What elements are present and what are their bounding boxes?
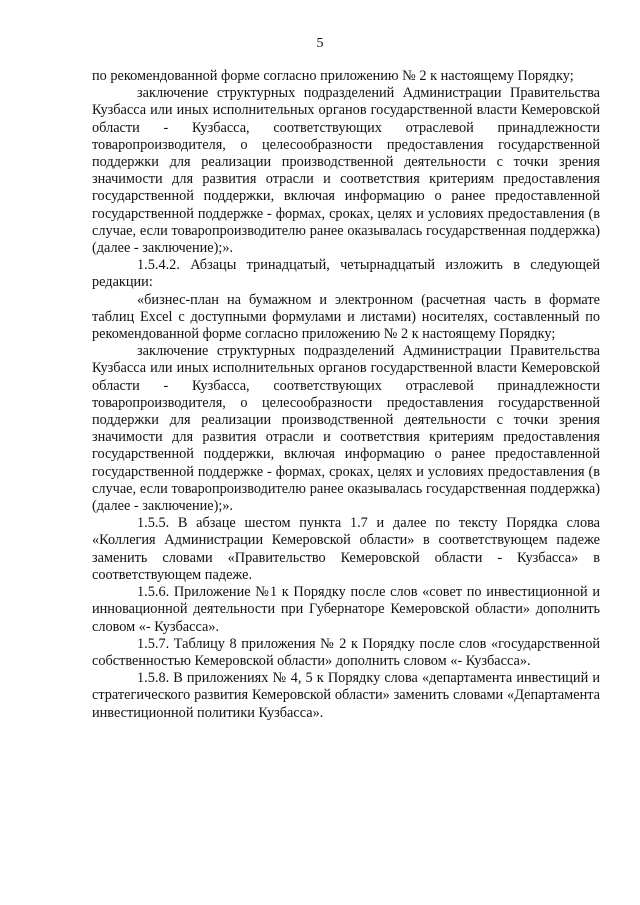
paragraph-conclusion-old: заключение структурных подразделений Администрации Правительства Кузбасса или иных исполнительных органов государственной власти Кемеровской области - Кузбасса, соответствующих отраслевой принадлежности товаропроизводителя, о целесообразности предоставления государственной поддержки для реализации производственной деятельности с точки зрения значимости для развития отрасли и соответствия критериям предоставления государственной поддержки, включая информацию о ранее предоставленной государственной поддержке - формах, сроках, целях и условиях предоставления (в случае, если товаропроизводителю ранее оказывалась государственная поддержка) (далее - заключение);». (92, 85, 600, 257)
paragraph-continuation: по рекомендованной форме согласно приложению № 2 к настоящему Порядку; (92, 68, 574, 84)
paragraph-1-5-5: 1.5.5. В абзаце шестом пункта 1.7 и далее по тексту Порядка слова «Коллегия Администрации Кемеровской области» в соответствующем падеже заменить словами «Правительство Кемеровской области - Кузбасса» в соответствующем падеже. (92, 515, 600, 583)
paragraph-conclusion-new: заключение структурных подразделений Администрации Правительства Кузбасса или иных исполнительных органов государственной власти Кемеровской области - Кузбасса, соответствующих отраслевой принадлежности товаропроизводителя, о целесообразности предоставления государственной поддержки для реализации производственной деятельности с точки зрения значимости для развития отрасли и соответствия критериям предоставления государственной поддержки, включая информацию о ранее предоставленной государственной поддержке - формах, сроках, целях и условиях предоставления (в случае, если товаропроизводителю ранее оказывалась государственная поддержка) (далее - заключение);». (92, 343, 600, 515)
paragraph-1-5-4-2: 1.5.4.2. Абзацы тринадцатый, четырнадцатый изложить в следующей редакции: (92, 257, 600, 291)
document-body (92, 68, 600, 722)
paragraph-1-5-7: 1.5.7. Таблицу 8 приложения № 2 к Порядку после слов «государственной собственностью Кемеровской области» дополнить словом «- Кузбасса». (92, 635, 600, 669)
paragraph-1-5-6: 1.5.6. Приложение №1 к Порядку после слов «совет по инвестиционной и инновационной деятельности при Губернаторе Кемеровской области» дополнить словом «- Кузбасса». (92, 584, 600, 635)
paragraph-1-5-8: 1.5.8. В приложениях № 4, 5 к Порядку слова «департамента инвестиций и стратегического развития Кемеровской области» заменить словами «Департамента инвестиционной политики Кузбасса». (92, 670, 600, 721)
paragraph-business-plan: «бизнес-план на бумажном и электронном (расчетная часть в формате таблиц Excel с доступными формулами и листами) носителях, составленный по рекомендованной форме согласно приложению № 2 к настоящему Порядку; (92, 291, 600, 343)
page-number: 5 (316, 36, 324, 51)
